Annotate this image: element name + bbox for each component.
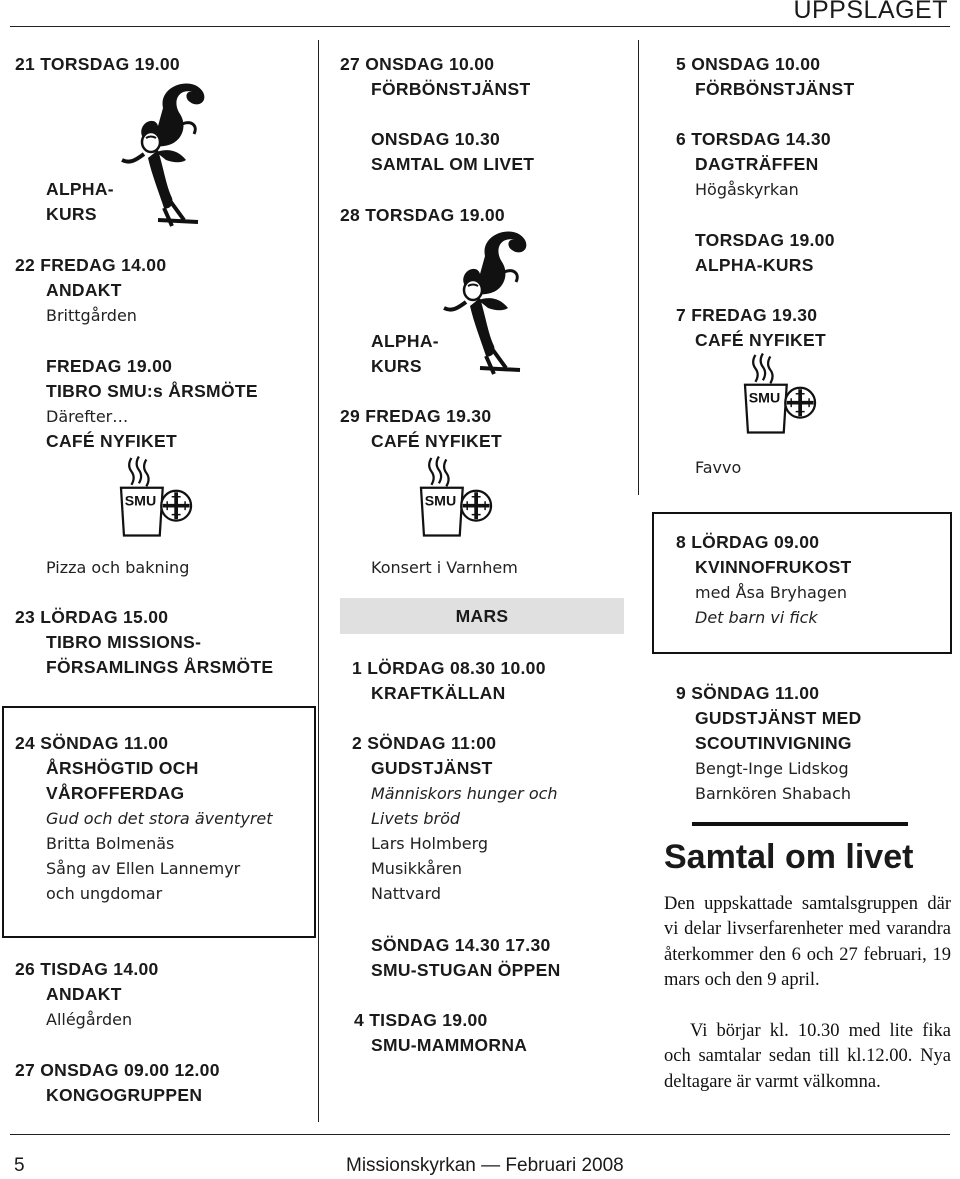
event-line: och ungdomar: [46, 884, 163, 903]
event-title: SAMTAL OM LIVET: [371, 154, 535, 174]
event-date: 22 FREDAG 14.00: [15, 255, 167, 275]
event-title: SCOUTINVIGNING: [695, 733, 852, 753]
event-line: Britta Bolmenäs: [46, 834, 175, 853]
event-title: FÖRBÖNSTJÄNST: [695, 79, 855, 99]
event-time: FREDAG 19.00: [46, 356, 173, 376]
event-guest: med Åsa Bryhagen: [695, 583, 847, 602]
event-place: Allégården: [46, 1010, 133, 1029]
feature-paragraph: Vi börjar kl. 10.30 med lite fika och samtalar sedan till kl.12.00. Nya deltagare är varmt välkomna.: [664, 1021, 951, 1092]
feature-paragraph: Den uppskattade samtalsgruppen där vi delar livserfarenheter med varandra återkommer den 6 och 27 februari, 19 mars och den 9 april.: [664, 894, 951, 990]
event-title: SMU-STUGAN ÖPPEN: [371, 960, 561, 980]
feature-rule: [692, 822, 908, 826]
event-title: ANDAKT: [46, 280, 122, 300]
event-line: Musikkåren: [371, 859, 462, 878]
event-subtitle: Gud och det stora äventyret: [46, 809, 273, 828]
smu-mug-logo: [118, 455, 200, 537]
event-place: Högåskyrkan: [695, 180, 799, 199]
skater-illustration: [108, 80, 208, 230]
event-note: Pizza och bakning: [46, 558, 190, 577]
event-line: Nattvard: [371, 884, 442, 903]
event-time: SÖNDAG 14.30 17.30: [371, 935, 551, 955]
event-title: ALPHA-KURS: [695, 255, 814, 275]
event-title: KONGOGRUPPEN: [46, 1085, 203, 1105]
event-note: Konsert i Varnhem: [371, 558, 518, 577]
event-title: CAFÉ NYFIKET: [695, 330, 826, 350]
section-header: UPPSLAGET: [793, 0, 948, 24]
event-date: 6 TORSDAG 14.30: [676, 129, 831, 149]
event-title: CAFÉ NYFIKET: [46, 431, 177, 451]
event-title: ÅRSHÖGTID OCH: [46, 758, 199, 778]
top-rule: [10, 26, 950, 27]
bottom-rule: [10, 1134, 950, 1135]
event-date: 29 FREDAG 19.30: [340, 406, 492, 426]
event-title: FÖRBÖNSTJÄNST: [371, 79, 531, 99]
smu-mug-logo: [418, 455, 500, 537]
event-title: KURS: [46, 204, 97, 224]
event-subtitle: Livets bröd: [371, 809, 461, 828]
event-date: 9 SÖNDAG 11.00: [676, 683, 820, 703]
month-label: MARS: [455, 606, 509, 626]
column-divider-right: [638, 40, 639, 495]
event-time: ONSDAG 10.30: [371, 129, 501, 149]
event-title: TIBRO SMU:s ÅRSMÖTE: [46, 381, 258, 401]
event-date: 23 LÖRDAG 15.00: [15, 607, 169, 627]
event-title: TIBRO MISSIONS-: [46, 632, 202, 652]
event-line: Bengt-Inge Lidskog: [695, 759, 849, 778]
event-date: 8 LÖRDAG 09.00: [676, 532, 820, 552]
event-line: Sång av Ellen Lannemyr: [46, 859, 241, 878]
skater-illustration: [430, 228, 530, 378]
event-title: FÖRSAMLINGS ÅRSMÖTE: [46, 657, 274, 677]
event-date: 1 LÖRDAG 08.30 10.00: [352, 658, 546, 678]
event-title: GUDSTJÄNST: [371, 758, 493, 778]
event-date: 5 ONSDAG 10.00: [676, 54, 821, 74]
event-date: 2 SÖNDAG 11:00: [352, 733, 497, 753]
event-title: CAFÉ NYFIKET: [371, 431, 502, 451]
event-date: 7 FREDAG 19.30: [676, 305, 818, 325]
event-title: DAGTRÄFFEN: [695, 154, 819, 174]
event-date: 27 ONSDAG 10.00: [340, 54, 495, 74]
event-date: 28 TORSDAG 19.00: [340, 205, 505, 225]
smu-mug-logo: [742, 352, 824, 434]
event-place: Brittgården: [46, 306, 137, 325]
feature-headline: Samtal om livet: [664, 838, 914, 876]
event-date: 21 TORSDAG 19.00: [15, 54, 180, 74]
publication-footer: Missionskyrkan — Februari 2008: [346, 1155, 624, 1176]
event-line: Lars Holmberg: [371, 834, 489, 853]
event-title: SMU-MAMMORNA: [371, 1035, 528, 1055]
event-subtitle: Människors hunger och: [371, 784, 558, 803]
event-note: Favvo: [695, 458, 742, 477]
event-date: 24 SÖNDAG 11.00: [15, 733, 169, 753]
event-title: ANDAKT: [46, 984, 122, 1004]
column-divider-left: [318, 40, 319, 1122]
event-title: ALPHA-: [371, 331, 439, 351]
event-title: KURS: [371, 356, 422, 376]
event-title: GUDSTJÄNST MED: [695, 708, 862, 728]
event-date: 26 TISDAG 14.00: [15, 959, 159, 979]
event-date: 4 TISDAG 19.00: [354, 1010, 488, 1030]
page-number: 5: [14, 1155, 25, 1176]
event-title: VÅROFFERDAG: [46, 783, 185, 803]
event-time: TORSDAG 19.00: [695, 230, 835, 250]
event-title: KRAFTKÄLLAN: [371, 683, 506, 703]
event-title: ALPHA-: [46, 179, 114, 199]
event-title: KVINNOFRUKOST: [695, 557, 852, 577]
event-note: Därefter…: [46, 407, 129, 426]
event-date: 27 ONSDAG 09.00 12.00: [15, 1060, 220, 1080]
event-subtitle: Det barn vi fick: [695, 608, 818, 627]
event-line: Barnkören Shabach: [695, 784, 851, 803]
